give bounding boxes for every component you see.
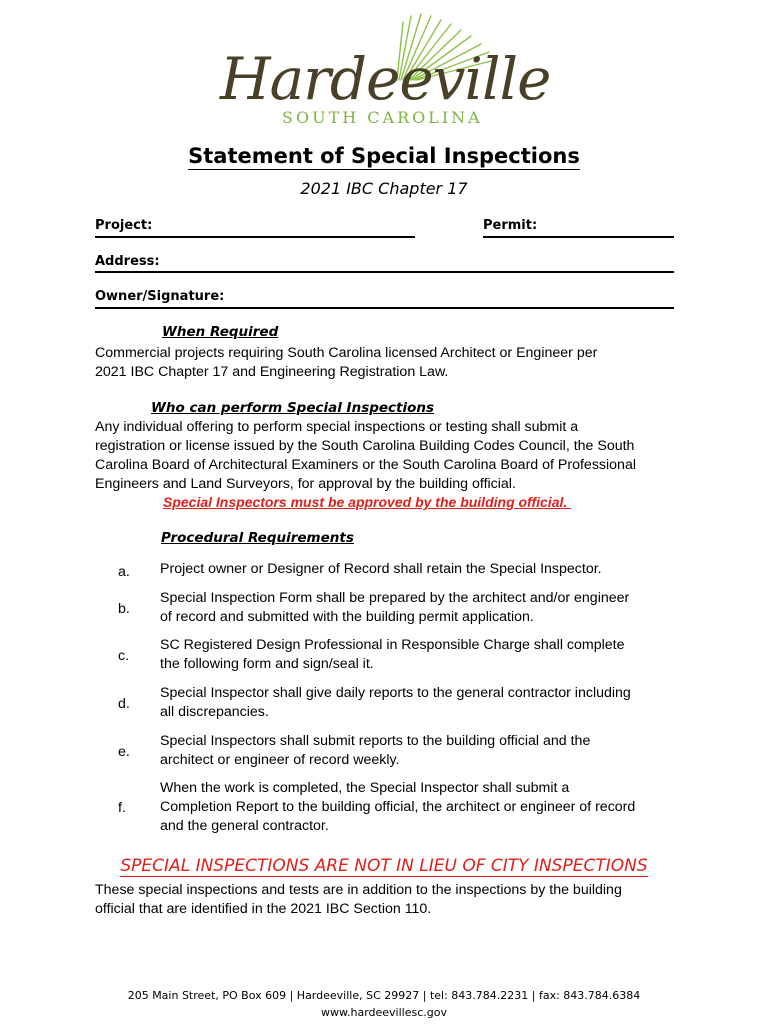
- text-line: Completion Report to the building official, the architect or engineer of record: [160, 799, 636, 815]
- list-item-text: [160, 732, 676, 770]
- permit-label: Permit:: [483, 218, 538, 233]
- text-line: Special Inspection Form shall be prepared by the architect and/or engineer: [160, 590, 630, 606]
- text-line: These special inspections and tests are in addition to the inspections by the building: [95, 882, 622, 898]
- owner-signature-label: Owner/Signature:: [95, 289, 225, 304]
- text-line: Commercial projects requiring South Carolina licensed Architect or Engineer per: [95, 345, 598, 361]
- closing-text: [95, 881, 695, 919]
- text-line: architect or engineer of record weekly.: [160, 752, 400, 768]
- logo-state: SOUTH CAROLINA: [282, 108, 483, 127]
- text-line: of record and submitted with the building permit application.: [160, 609, 534, 625]
- document-subtitle: 2021 IBC Chapter 17: [300, 179, 468, 198]
- list-item-text: [160, 560, 676, 579]
- document-title: [0, 144, 768, 168]
- list-item-text: [160, 684, 676, 722]
- list-item: [96, 560, 676, 580]
- owner-signature-field-line[interactable]: [95, 307, 674, 309]
- text-line: all discrepancies.: [160, 704, 269, 720]
- document-title-text: Statement of Special Inspections: [188, 144, 580, 168]
- who-can-perform-text: [95, 418, 695, 494]
- text-line: SC Registered Design Professional in Responsible Charge shall complete: [160, 637, 625, 653]
- address-field-line[interactable]: [95, 271, 674, 273]
- list-item-text: [160, 589, 676, 627]
- when-required-heading: When Required: [162, 324, 279, 340]
- list-item: [96, 589, 676, 627]
- project-field-line[interactable]: [95, 236, 415, 238]
- text-line: Engineers and Land Surveyors, for approval by the building official.: [95, 476, 516, 492]
- list-item: [96, 779, 676, 837]
- when-required-text: [95, 344, 695, 382]
- text-line: Any individual offering to perform special inspections or testing shall submit a: [95, 419, 579, 435]
- text-line: When the work is completed, the Special Inspector shall submit a: [160, 780, 570, 796]
- footer-website[interactable]: www.hardeevillesc.gov: [321, 1006, 447, 1019]
- list-item-letter: c.: [118, 648, 130, 664]
- project-label: Project:: [95, 218, 153, 233]
- list-item: [96, 636, 676, 674]
- list-item-text: [160, 636, 676, 674]
- list-item: [96, 684, 676, 722]
- list-item-letter: f.: [118, 800, 126, 816]
- permit-field-line[interactable]: [483, 236, 674, 238]
- list-item: [96, 732, 676, 770]
- list-item-letter: e.: [118, 744, 130, 760]
- text-line: official that are identified in the 2021 IBC Section 110.: [95, 901, 432, 917]
- logo-wordmark: Hardeeville: [220, 45, 551, 113]
- who-can-perform-heading: Who can perform Special Inspections: [151, 400, 435, 416]
- text-line: registration or license issued by the South Carolina Building Codes Council, the South: [95, 438, 635, 454]
- text-line: the following form and sign/seal it.: [160, 656, 374, 672]
- approval-note: Special Inspectors must be approved by the building official.: [163, 494, 572, 510]
- text-line: 2021 IBC Chapter 17 and Engineering Registration Law.: [95, 364, 449, 380]
- text-line: and the general contractor.: [160, 818, 329, 834]
- text-line: Project owner or Designer of Record shall retain the Special Inspector.: [160, 561, 602, 577]
- list-item-text: [160, 779, 676, 836]
- procedural-heading: Procedural Requirements: [161, 530, 354, 546]
- text-line: Special Inspectors shall submit reports to the building official and the: [160, 733, 591, 749]
- hardeeville-logo: [216, 12, 552, 130]
- address-label: Address:: [95, 254, 160, 269]
- text-line: Carolina Board of Architectural Examiners or the South Carolina Board of Professional: [95, 457, 636, 473]
- city-inspections-banner: [0, 856, 768, 876]
- footer-address: 205 Main Street, PO Box 609 | Hardeeville, SC 29927 | tel: 843.784.2231 | fax: 843.784.6384: [127, 989, 641, 1002]
- list-item-letter: b.: [118, 601, 130, 617]
- list-item-letter: a.: [118, 564, 130, 580]
- banner-text: SPECIAL INSPECTIONS ARE NOT IN LIEU OF CITY INSPECTIONS: [120, 856, 648, 876]
- list-item-letter: d.: [118, 696, 130, 712]
- text-line: Special Inspector shall give daily reports to the general contractor including: [160, 685, 631, 701]
